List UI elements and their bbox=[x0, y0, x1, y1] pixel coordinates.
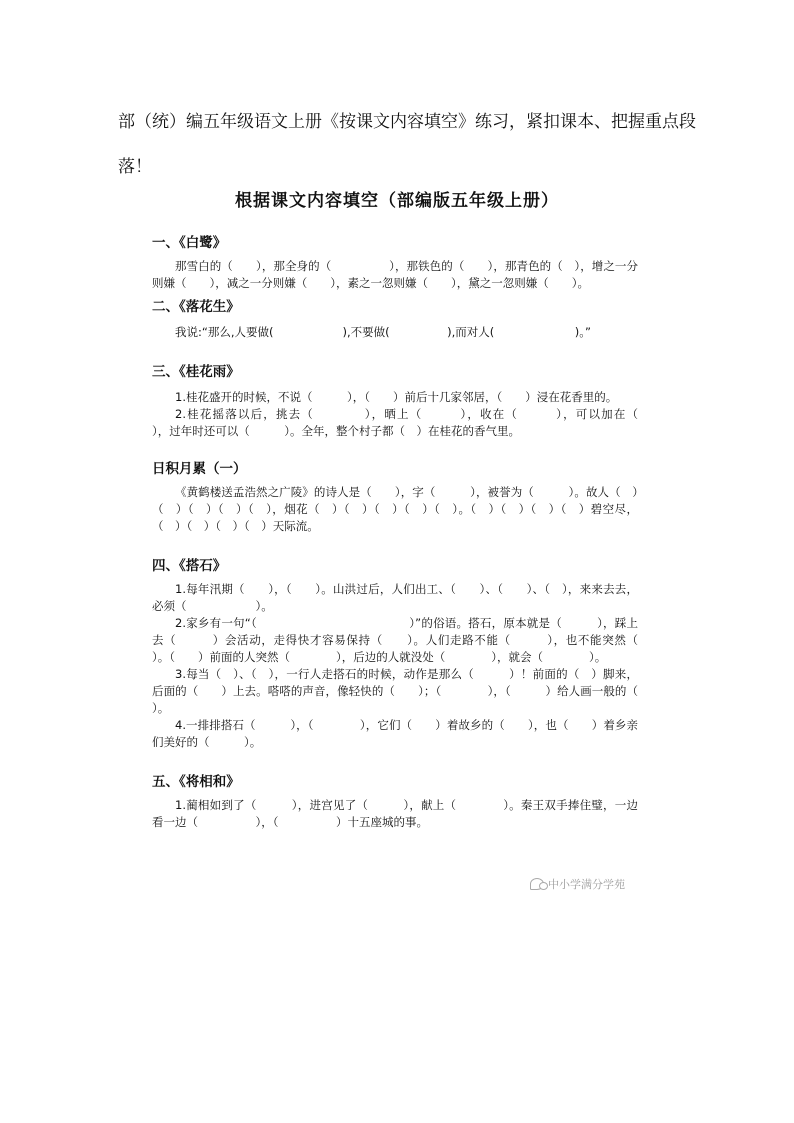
watermark-text: 中小学满分学苑 bbox=[548, 878, 625, 891]
section-title: 日积月累（一） bbox=[152, 461, 247, 477]
exercise-paragraph: 我说:“那么,人要做( ),不要做( ),而对人( )。” bbox=[175, 325, 591, 339]
section-title: 四、《搭石》 bbox=[152, 558, 227, 574]
exercise-paragraph: 2.桂花摇落以后，挑去（ ），晒上（ ），收在（ ），可以加在（ ），过年时还可以（ ）。全年，整个村子都（ ）在桂花的香气里。 bbox=[152, 407, 684, 438]
section-dashi bbox=[152, 555, 673, 751]
section-guihuayu bbox=[152, 361, 684, 440]
section-rijiyuelei bbox=[152, 458, 638, 535]
section-jiangxianghe bbox=[152, 771, 638, 831]
section-bailu bbox=[152, 232, 638, 292]
section-luohuasheng bbox=[152, 296, 638, 341]
document-title: 根据课文内容填空（部编版五年级上册） bbox=[235, 191, 559, 211]
exercise-paragraph: 1.蔺相如到了（ ），进宫见了（ ），献上（ ）。秦王双手捧住璧，一边看一边（ ），（ ）十五座城的事。 bbox=[152, 798, 638, 829]
exercise-paragraph: 3.每当（ ）、（ ），一行人走搭石的时候，动作是那么（ ）！前面的（ ）脚来，后面的（ ）上去。嗒嗒的声音，像轻快的（ ）；（ ），（ ）给人画一般的（ ）。 bbox=[152, 667, 661, 715]
watermark bbox=[530, 876, 625, 892]
intro-text: 部（统）编五年级语文上册《按课文内容填空》练习，紧扣课本、把握重点段落！ bbox=[118, 112, 696, 177]
section-title: 一、《白鹭》 bbox=[152, 235, 227, 251]
wechat-icon bbox=[530, 878, 544, 890]
exercise-paragraph: 1.每年汛期（ ），（ ）。山洪过后，人们出工、（ ）、（ ）、（ ），来来去去，必须（ ）。 bbox=[152, 582, 638, 613]
exercise-paragraph: 《黄鹤楼送孟浩然之广陵》的诗人是（ ），字（ ），被誉为（ ）。故人（ ）（ ）（ ）（ ）（ ），烟花（ ）（ ）（ ）（ ）（ ）。（ ）（ ）（ ）（ ）碧空尽，（ ）（ ）（ ）（ ）天际流。 bbox=[152, 485, 638, 533]
exercise-paragraph: 2.家乡有一句“（ ）”的俗语。搭石，原本就是（ ），踩上去（ ）会活动，走得快才容易保持（ ）。人们走路不能（ ），也不能突然（ ）。（ ）前面的人突然（ ），后边的人就没处（ ），就会（ ）。 bbox=[152, 616, 673, 664]
exercise-content bbox=[152, 232, 684, 831]
section-title: 三、《桂花雨》 bbox=[152, 364, 240, 380]
exercise-paragraph: 那雪白的（ ），那全身的（ ），那铁色的（ ），那青色的（ ），增之一分则嫌（ ），减之一分则嫌（ ），素之一忽则嫌（ ），黛之一忽则嫌（ ）。 bbox=[152, 259, 638, 290]
section-title: 二、《落花生》 bbox=[152, 299, 240, 315]
exercise-paragraph: 1.桂花盛开的时候，不说（ ），（ ）前后十几家邻居，（ ）浸在花香里的。 bbox=[175, 390, 618, 404]
exercise-paragraph: 4.一排排搭石（ ），（ ），它们（ ）着故乡的（ ），也（ ）着乡亲们美好的（ ）。 bbox=[152, 718, 638, 749]
section-title: 五、《将相和》 bbox=[152, 774, 240, 790]
